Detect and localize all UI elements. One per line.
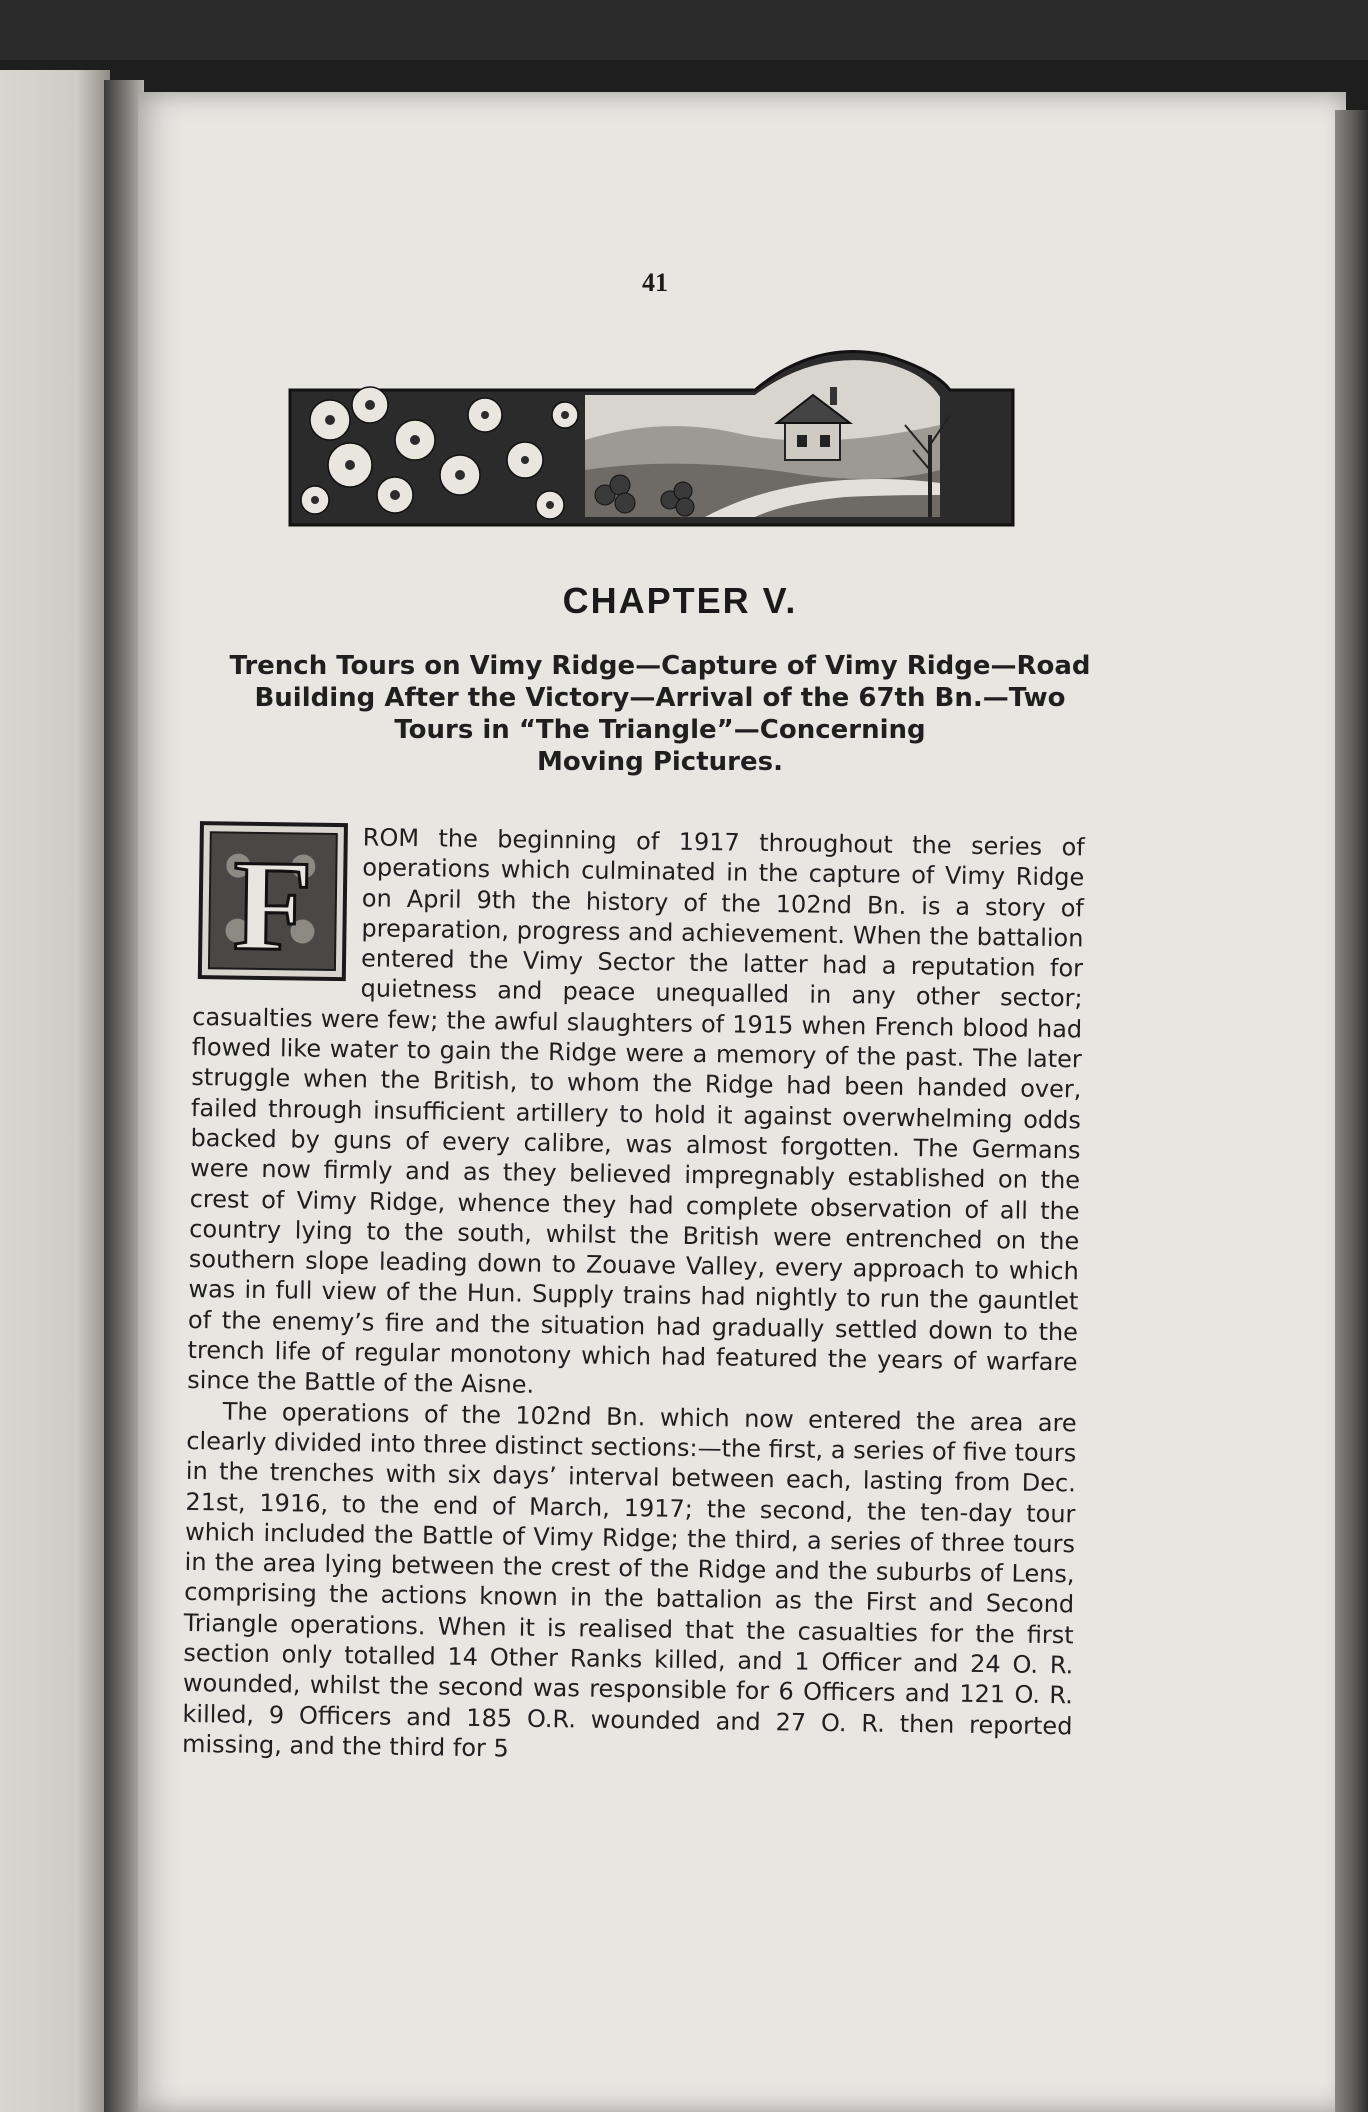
page-number: 41: [642, 268, 668, 297]
paragraph-1: [187, 820, 1085, 1408]
synopsis-line: Building After the Victory—Arrival of the 67th Bn.—Two: [254, 683, 1066, 713]
synopsis-line: Trench Tours on Vimy Ridge—Capture of Vimy Ridge—Road: [229, 651, 1091, 681]
scan-top-border: [0, 0, 1368, 60]
chapter-title: CHAPTER V.: [562, 580, 798, 621]
synopsis-line: Tours in “The Triangle”—Concerning: [394, 715, 926, 745]
paragraph-2: The operations of the 102nd Bn. which now entered the area are clearly divided into three distinct sections:—the first, a series of five tours in the trenches with six days’ interval between each, lasting from Dec. 21st, 1916, to the end of March, 1917; the second, the ten-day tour which included the Battle of Vimy Ridge; the third, a series of three tours in the area lying between the crest of the Ridge and the suburbs of Lens, comprising the actions known in the battalion as the First and Second Triangle operations. When it is realised that the casualties for the first section only totalled 14 Other Ranks killed, and 1 Officer and 24 O. R. wounded, whilst the second was responsible for 6 Officers and 121 O. R. killed, 9 Officers and 185 O.R. wounded and 27 O. R. then reported missing, and the third for 5: [181, 1397, 1077, 1763]
paragraph-text: ROM the beginning of 1917 throughout the series of operations which culminated in the capture of Vimy Ridge on April 9th the history of the 102nd Bn. is a story of preparation, progress and achievement. When the battalion entered the Vimy Sector the latter had a reputation for quietness and peace unequalled in any other sector; casualties were few; the awful slaughters of 1915 when French blood had flowed like water to gain the Ridge were a memory of the past. The later struggle when the British, to whom the Ridge had been handed over, failed through insufficient artillery to hold it against overwhelming odds backed by guns of every calibre, was almost forgotten. The Germans were now firmly and as they believed impregnably established on the crest of Vimy Ridge, whence they had complete observation of all the country lying to the south, whilst the British were entrenched on the southern slope leading down to Zouave Valley, every approach to which was in full view of the Hun. Supply trains had nightly to run the gauntlet of the enemy’s fire and the situation had gradually settled down to the trench life of regular monotony which had featured the years of warfare since the Battle of the Aisne.: [186, 823, 1085, 1400]
chapter-synopsis: [220, 650, 1100, 778]
page-right-edge: [1335, 110, 1368, 2112]
facing-page-edge: [0, 70, 110, 2112]
chapter-body: [182, 820, 1085, 1772]
synopsis-line: Moving Pictures.: [537, 747, 783, 777]
chapter-header-illustration: [285, 345, 1020, 535]
drop-cap-letter: F: [232, 833, 314, 979]
drop-cap-ornament: [197, 820, 349, 982]
